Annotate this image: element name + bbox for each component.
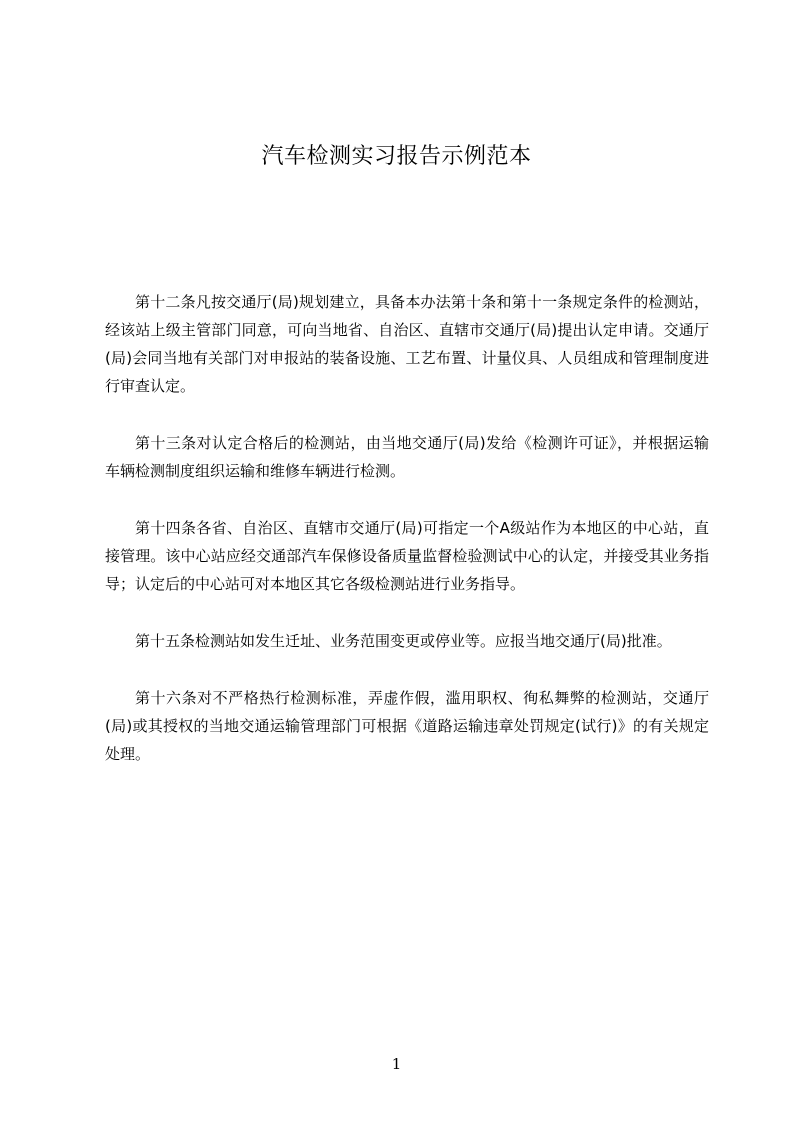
page-number: 1 xyxy=(391,1055,402,1073)
paragraph-article-15: 第十五条检测站如发生迁址、业务范围变更或停业等。应报当地交通厅(局)批准。 xyxy=(135,632,672,650)
paragraph-article-16: 第十六条对不严格热行检测标准，弄虚作假，滥用职权、徇私舞弊的检测站，交通厅(局)或其授权的当地交通运输管理部门可根据《道路运输违章处罚规定(试行)》的有关规定处理。 xyxy=(105,689,709,763)
paragraph-article-13: 第十三条对认定合格后的检测站，由当地交通厅(局)发给《检测许可证》，并根据运输车辆检测制度组织运输和维修车辆进行检测。 xyxy=(105,434,709,480)
document-title: 汽车检测实习报告示例范本 xyxy=(261,144,532,169)
paragraph-article-14: 第十四条各省、自治区、直辖市交通厅(局)可指定一个A级站作为本地区的中心站，直接管理。该中心站应经交通部汽车保修设备质量监督检验测试中心的认定，并接受其业务指导；认定后的中心站可对本地区其它各级检测站进行业务指导。 xyxy=(105,519,709,593)
document-body xyxy=(105,288,709,797)
paragraph-article-12: 第十二条凡按交通厅(局)规划建立，具备本办法第十条和第十一条规定条件的检测站，经该站上级主管部门同意，可向当地省、自治区、直辖市交通厅(局)提出认定申请。交通厅(局)会同当地有关部门对申报站的装备设施、工艺布置、计量仪具、人员组成和管理制度进行审查认定。 xyxy=(105,293,709,395)
